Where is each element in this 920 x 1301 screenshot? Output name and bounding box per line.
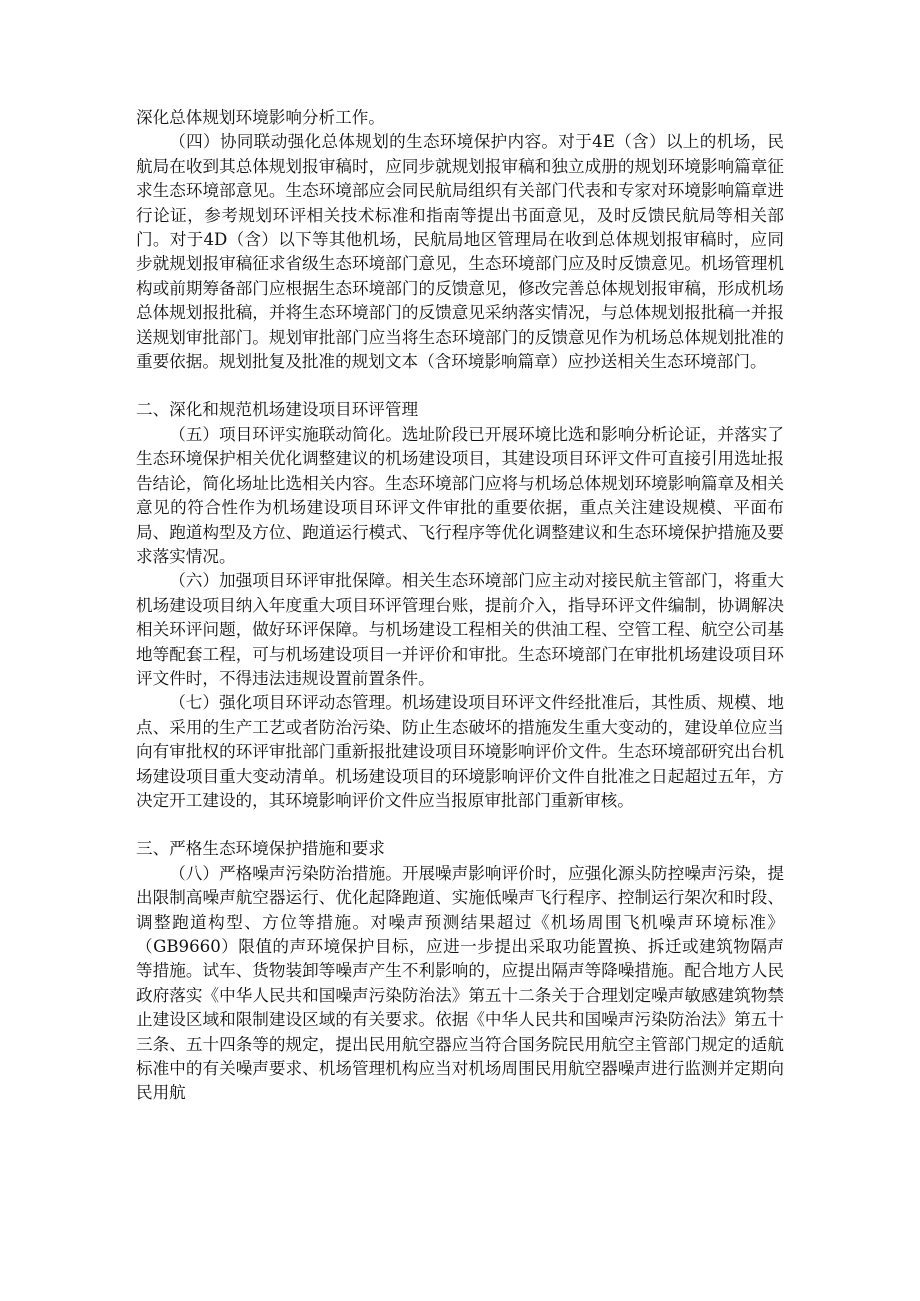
- paragraph-4: （四）协同联动强化总体规划的生态环境保护内容。对于4E（含）以上的机场，民航局在收到其总体规划报审稿时，应同步就规划报审稿和独立成册的规划环境影响篇章征求生态环境部意见。生态环境部应会同民航局组织有关部门代表和专家对环境影响篇章进行论证，参考规划环评相关技术标准和指南等提出书面意见，及时反馈民航局等相关部门。对于4D（含）以下等其他机场，民航局地区管理局在收到总体规划报审稿时，应同步就规划报审稿征求省级生态环境部门意见，生态环境部门应及时反馈意见。机场管理机构或前期筹备部门应根据生态环境部门的反馈意见，修改完善总体规划报审稿，形成机场总体规划报批稿，并将生态环境部门的反馈意见采纳落实情况，与总体规划报批稿一并报送规划审批部门。规划审批部门应当将生态环境部门的反馈意见作为机场总体规划批准的重要依据。规划批复及批准的规划文本（含环境影响篇章）应抄送相关生态环境部门。: [136, 132, 784, 372]
- paragraph-6: （六）加强项目环评审批保障。相关生态环境部门应主动对接民航主管部门，将重大机场建设项目纳入年度重大项目环评管理台账，提前介入，指导环评文件编制，协调解决相关环评问题，做好环评保障。与机场建设工程相关的供油工程、空管工程、航空公司基地等配套工程，可与机场建设项目一并评价和审批。生态环境部门在审批机场建设项目环评文件时，不得违法违规设置前置条件。: [136, 571, 784, 688]
- section-heading-2: 二、深化和规范机场建设项目环评管理: [136, 400, 419, 420]
- paragraph-8: （八）严格噪声污染防治措施。开展噪声影响评价时，应强化源头防控噪声污染，提出限制高噪声航空器运行、优化起降跑道、实施低噪声飞行程序、控制运行架次和时段、调整跑道构型、方位等措施。对噪声预测结果超过《机场周围飞机噪声环境标准》（GB9660）限值的声环境保护目标，应进一步提出采取功能置换、拆迁或建筑物隔声等措施。试车、货物装卸等噪声产生不利影响的，应提出隔声等降噪措施。配合地方人民政府落实《中华人民共和国噪声污染防治法》第五十二条关于合理划定噪声敏感建筑物禁止建设区域和限制建设区域的有关要求。依据《中华人民共和国噪声污染防治法》第五十三条、五十四条等的规定，提出民用航空器应当符合国务院民用航空主管部门规定的适航标准中的有关噪声要求、机场管理机构应当对机场周围民用航空器噪声进行监测并定期向民用航: [136, 863, 784, 1103]
- paragraph-7: （七）强化项目环评动态管理。机场建设项目环评文件经批准后，其性质、规模、地点、采用的生产工艺或者防治污染、防止生态破坏的措施发生重大变动的，建设单位应当向有审批权的环评审批部门重新报批建设项目环境影响评价文件。生态环境部研究出台机场建设项目重大变动清单。机场建设项目的环境影响评价文件自批准之日起超过五年，方决定开工建设的，其环境影响评价文件应当报原审批部门重新审核。: [136, 693, 784, 810]
- section-heading-3: 三、严格生态环境保护措施和要求: [136, 839, 385, 859]
- paragraph-5: （五）项目环评实施联动简化。选址阶段已开展环境比选和影响分析论证，并落实了生态环境保护相关优化调整建议的机场建设项目，其建设项目环评文件可直接引用选址报告结论，简化场址比选相关内容。生态环境部门应将与机场总体规划环境影响篇章及相关意见的符合性作为机场建设项目环评文件审批的重要依据，重点关注建设规模、平面布局、跑道构型及方位、跑道运行模式、飞行程序等优化调整建议和生态环境保护措施及要求落实情况。: [136, 424, 784, 566]
- paragraph-intro-tail: 深化总体规划环境影响分析工作。: [136, 108, 385, 127]
- document-page: [136, 106, 784, 1106]
